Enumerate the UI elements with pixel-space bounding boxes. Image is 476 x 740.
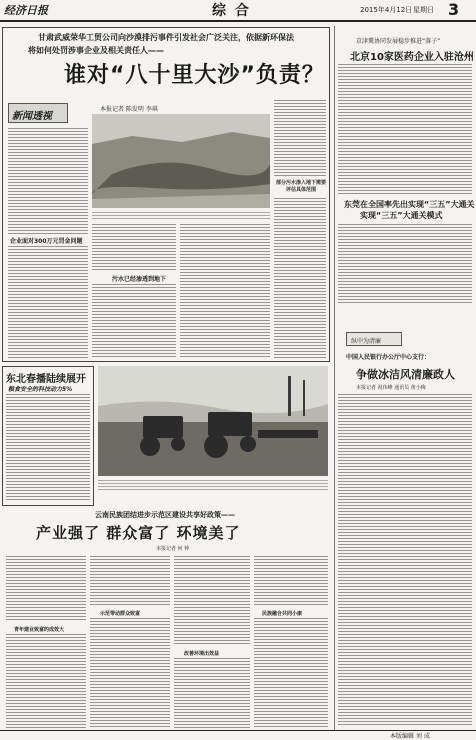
page-number: 3 [448, 0, 460, 19]
issue-date: 2015年4月12日 [360, 6, 413, 14]
right-low-tag [346, 332, 402, 346]
masthead-rule [0, 20, 476, 22]
lead-body-col4b [274, 198, 326, 358]
tractors-photo-image [98, 366, 328, 476]
northeast-body [6, 394, 90, 502]
yunnan-subhead-2: 改善环境出效益 [184, 651, 220, 657]
right-low-byline: 本报记者 祝伟峰 通讯员 黄小梅 [356, 385, 426, 391]
desert-photo-image [92, 114, 270, 208]
right-top-headline: 北京10家医药企业入驻沧州 [350, 52, 474, 63]
yunnan-kicker: 云南民族团结进步示范区建设共享好政策—— [95, 511, 235, 519]
lead-body-col3 [180, 224, 270, 358]
lead-column-tag [8, 103, 68, 123]
yunnan-col1b [6, 634, 86, 728]
lead-byline: 本报记者 陈发明 李琪 [100, 106, 158, 113]
lead-kicker-1: 甘肃武威荣华工贸公司向沙漠排污事件引发社会广泛关注，依据新环保法 [38, 33, 294, 42]
masthead [0, 0, 476, 22]
northeast-subhead: 粮食安全的科技动力5% [8, 386, 73, 393]
right-mid-headline-2: 实现“三五”大通关模式 [360, 211, 443, 220]
yunnan-byline: 本报记者 何 钟 [156, 546, 190, 552]
right-top-body [338, 64, 472, 196]
lead-kicker-2: 将如何处罚涉事企业及相关责任人—— [28, 46, 164, 55]
yunnan-col3 [174, 556, 250, 646]
paper-name: 经济日报 [4, 4, 48, 17]
yunnan-col4 [254, 556, 328, 606]
lead-body-col2 [92, 224, 176, 270]
lead-body-col4 [274, 100, 326, 176]
right-low-body [338, 394, 472, 726]
yunnan-col2b [90, 618, 170, 728]
footer-editors: 本版编辑 刘 成 [390, 733, 430, 740]
section-title: 综 合 [212, 3, 251, 19]
lead-subhead-3: 部分污水渗入地下需要评估具体范围 [276, 180, 327, 193]
right-mid-headline-1: 东莞在全国率先出实现“三五”大通关 [344, 200, 475, 209]
right-low-headline: 争做冰洁风清廉政人 [356, 368, 455, 381]
yunnan-col3b [174, 658, 250, 728]
desert-pollution-photo [92, 114, 270, 208]
right-low-kicker: 中国人民银行办公厅中心支行： [346, 354, 431, 361]
issue-weekday: 星期日 [413, 6, 434, 14]
yunnan-col1 [6, 556, 86, 622]
yunnan-subhead-4: 青年建业致富的成效大 [14, 627, 65, 633]
right-mid-body [338, 224, 472, 304]
right-low-tag-label: 纵中为清廉 [351, 338, 382, 345]
yunnan-subhead-3: 民族融合共同小康 [262, 611, 303, 617]
right-top-kicker: 京津冀协同发展稳步推进“落子” [356, 38, 441, 45]
tractors-caption [98, 480, 328, 490]
lead-subhead-2: 污水已经渗透到地下 [112, 276, 167, 283]
yunnan-col4b [254, 618, 328, 728]
yunnan-subhead-1: 示范带动群众致富 [100, 611, 141, 617]
lead-headline: 谁对“八十里大沙”负责？ [64, 63, 325, 88]
column-tag-label: 新闻透视 [12, 111, 52, 122]
lead-body-col2b [92, 284, 176, 358]
lead-body-col1 [8, 128, 88, 234]
lead-subhead-1: 企业面对300万元罚金问题 [10, 238, 83, 245]
photo-caption [92, 212, 270, 220]
right-divider [334, 26, 335, 730]
northeast-headline: 东北春播陆续展开 [6, 374, 86, 385]
yunnan-headline: 产业强了 群众富了 环境美了 [36, 524, 241, 542]
tractors-photo [98, 366, 328, 476]
lead-body-col1b [8, 246, 88, 358]
yunnan-col2 [90, 556, 170, 606]
